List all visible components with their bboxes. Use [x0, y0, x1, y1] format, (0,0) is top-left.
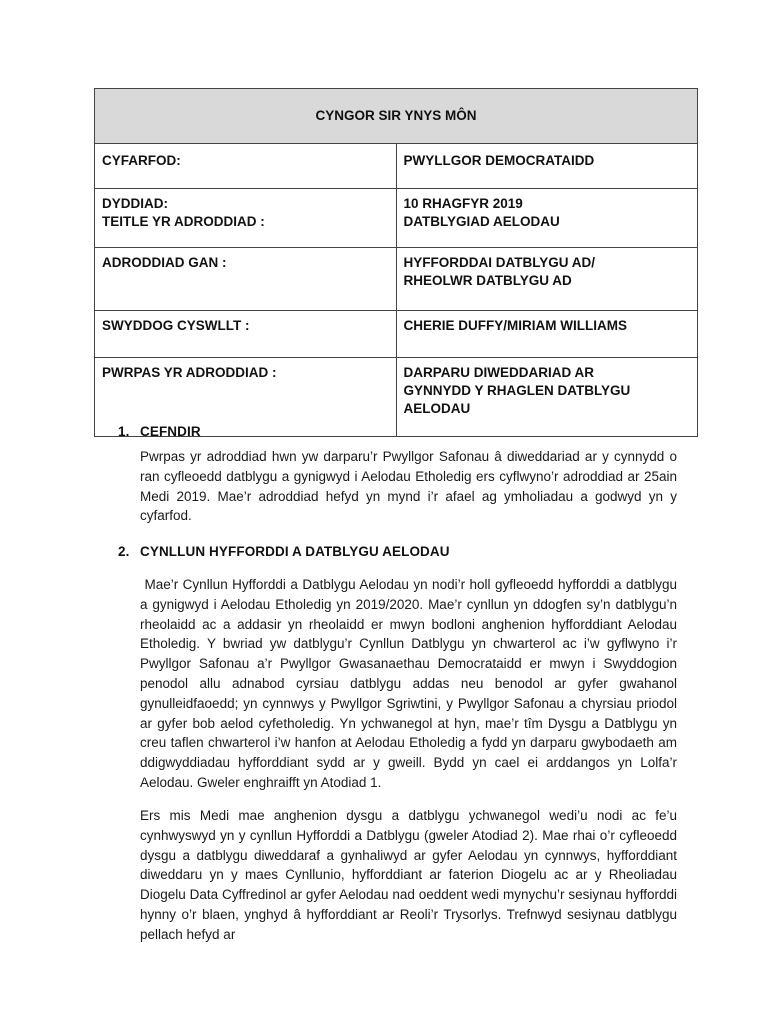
- section-number: 2.: [118, 544, 130, 559]
- council-title: CYNGOR SIR YNYS MÔN: [95, 89, 698, 144]
- date-title-values: [396, 189, 698, 248]
- report-by-value: [396, 248, 698, 311]
- contact-officer-value: CHERIE DUFFY/MIRIAM WILLIAMS: [396, 311, 698, 358]
- report-info-table: [94, 88, 698, 437]
- section-heading: [118, 424, 201, 439]
- report-by-line: RHEOLWR DATBLYGU AD: [403, 273, 572, 288]
- section-title: CYNLLUN HYFFORDDI A DATBLYGU AELODAU: [140, 544, 450, 559]
- learning-needs-paragraph: Ers mis Medi mae anghenion dysgu a datblygu ychwanegol wedi’u nodi ac fe’u cynhwyswyd yn y cynllun Hyfforddi a Datblygu (gweler Atodiad 2). Mae rhai o’r cyfleoedd dysgu a datblygu diweddaraf a gynhaliwyd ar gyfer Aelodau yn cynnwys, hyfforddiant diweddaru yn y maes Cynllunio, hyfforddiant ar faterion Diogelu ac ar y Rheoliadau Diogelu Data Cyffredinol ar gyfer Aelodau nad oeddent wedi mynychu’r sesiynau hyfforddi hynny o’r blaen, ynghyd â hyfforddiant ar Reoli’r Trysorlys. Trefnwyd sesiynau datblygu pellach hefyd ar: [140, 808, 677, 942]
- date-label: DYDDIAD:: [102, 196, 168, 211]
- purpose-line: DARPARU DIWEDDARIAD AR: [403, 365, 594, 380]
- section-heading: [118, 544, 450, 559]
- contact-officer-label: SWYDDOG CYSWLLT :: [95, 311, 397, 358]
- date-value: 10 RHAGFYR 2019: [403, 196, 523, 211]
- section-number: 1.: [118, 424, 130, 439]
- purpose-value: [396, 358, 698, 437]
- purpose-label: PWRPAS YR ADRODDIAD :: [95, 358, 397, 437]
- purpose-line: AELODAU: [403, 401, 471, 416]
- meeting-value: PWYLLGOR DEMOCRATAIDD: [396, 144, 698, 189]
- date-title-labels: [95, 189, 397, 248]
- report-by-label: ADRODDIAD GAN :: [95, 248, 397, 311]
- report-title-value: DATBLYGIAD AELODAU: [403, 214, 560, 229]
- section-title: CEFNDIR: [140, 424, 201, 439]
- purpose-line: GYNNYDD Y RHAGLEN DATBLYGU: [403, 383, 631, 398]
- report-title-label: TEITLE YR ADRODDIAD :: [102, 214, 265, 229]
- meeting-label: CYFARFOD:: [95, 144, 397, 189]
- background-paragraph: Pwrpas yr adroddiad hwn yw darparu’r Pwyllgor Safonau â diweddariad ar y cynnydd o ran cyfleoedd datblygu a gynigwyd i Aelodau Etholedig ers cyflwyno’r adroddiad ar 25ain Medi 2019. Mae’r adroddiad hefyd yn mynd i’r afael ag ymholiadau a godwyd yn y cyfarfod.: [140, 449, 677, 524]
- training-plan-paragraph: Mae’r Cynllun Hyfforddi a Datblygu Aelodau yn nodi’r holl gyfleoedd hyfforddi a datblygu a gynigwyd i Aelodau Etholedig yn 2019/2020. Mae’r cynllun yn ddogfen sy’n datblygu’n rheolaidd ac a addasir yn rheolaidd er mwyn bodloni anghenion hyfforddiant Aelodau Etholedig. Y bwriad yw datblygu’r Cynllun Datblygu yn chwarterol ac i’w gyflwyno i’r Pwyllgor Safonau a’r Pwyllgor Gwasanaethau Democrataidd er mwyn i Swyddogion penodol allu adnabod cyrsiau datblygu addas neu benodol ar gyfer gwahanol gynulleidfaoedd; yn cynnwys y Pwyllgor Sgriwtini, y Pwyllgor Safonau a chyrsiau priodol ar gyfer bob aelod cyfetholedig. Yn ychwanegol at hyn, mae’r tîm Dysgu a Datblygu yn creu taflen chwarterol i’w hanfon at Aelodau Etholedig a fydd yn darparu gwybodaeth am ddigwyddiadau hyfforddiant sydd ar y gweill. Bydd yn cael ei arddangos yn Lolfa’r Aelodau. Gweler enghraifft yn Atodiad 1.: [140, 577, 681, 790]
- report-by-line: HYFFORDDAI DATBLYGU AD/: [403, 255, 595, 270]
